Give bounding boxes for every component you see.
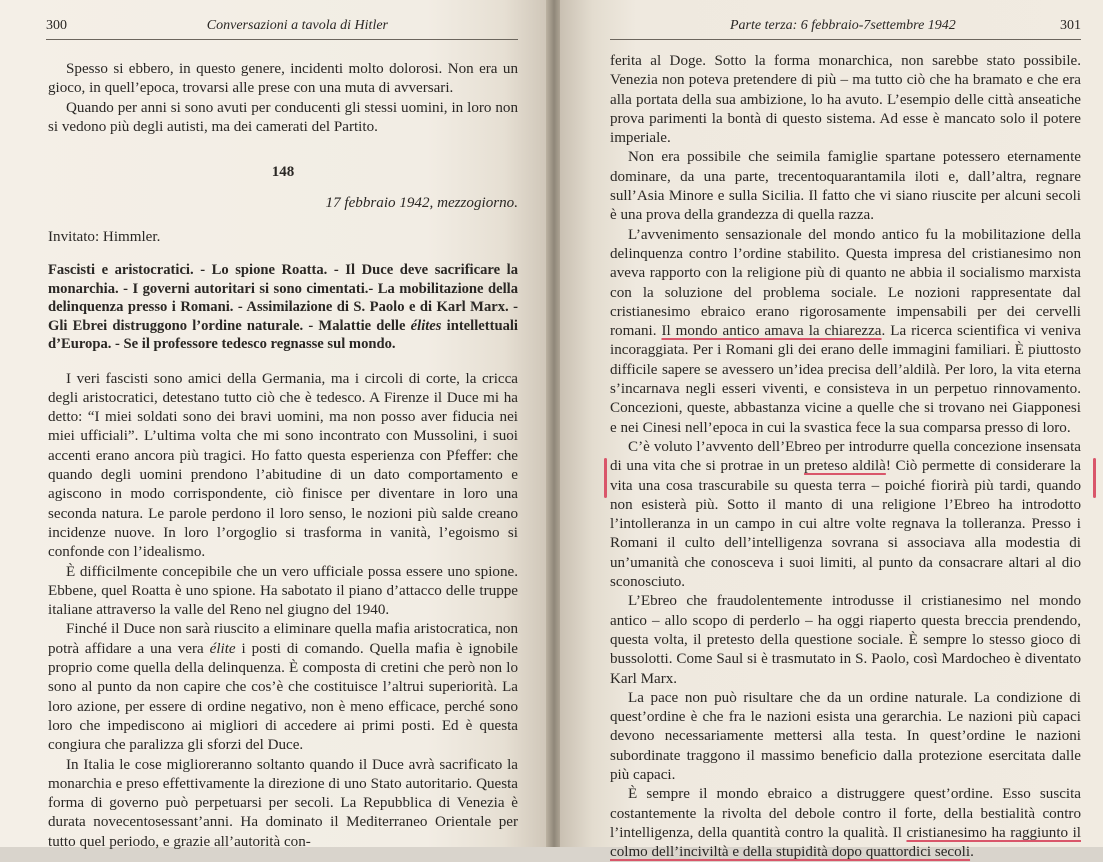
left-running-head xyxy=(46,18,518,40)
highlighted-phrase: Il mondo antico amava la chiarezza xyxy=(661,323,882,340)
paragraph: Spesso si ebbero, in questo genere, incidenti molto dolorosi. Non era un gioco, in quell’epoca, trovarsi alle prese con una muta di avversari. xyxy=(48,61,518,97)
section-number: 148 xyxy=(271,164,295,181)
page-number: 300 xyxy=(46,18,67,33)
left-body xyxy=(48,60,518,852)
text-run: . xyxy=(970,844,974,861)
text-run: Finché il Duce non sarà riuscito a eliminare quella mafia aristocratica, non potrà affidare a una vera xyxy=(48,621,518,657)
paragraph: Quando per anni si sono avuti per conducenti gli stessi uomini, in loro non si vedono più degli autisti, ma dei camerati del Partito. xyxy=(48,99,518,135)
highlighted-phrase: preteso aldilà xyxy=(804,458,886,475)
paragraph: L’Ebreo che fraudolentemente introdusse il cristianesimo nel mondo antico – allo scopo di perderlo – ha oggi riaperto questa breccia prendendo, questa volta, il pretesto della questione sociale. È sempre lo stesso gioco di bussolotti. Come Saul si è trasmutato in S. Paolo, così Mardocheo è diventato Karl Marx. xyxy=(610,593,1081,687)
italic-run: élite xyxy=(209,640,236,657)
paragraph: In Italia le cose miglioreranno soltanto quando il Duce avrà sacrificato la monarchia e preso effettivamente la direzione di uno Stato autoritario. Questa forma di governo può perpetuarsi per secoli. La Repubblica di Venezia è durata novecentosessant’anni. Ha dominato il Mediterraneo Orientale per tutto quel periodo, e grazie all’autorità con- xyxy=(48,756,518,850)
dateline: 17 febbraio 1942, mezzogiorno. xyxy=(325,195,518,212)
left-page xyxy=(0,0,548,850)
text-run: C’è voluto l’avvento dell’Ebreo per introdurre quella concezione insensata di una vita che si protrae in un xyxy=(610,438,1081,475)
invited-line: Invitato: Himmler. xyxy=(48,228,161,245)
text-run: ! Ciò permette di considerare la vita una cosa trascurabile su questa terra – poiché fiorirà più tardi, quando non esisterà più. Sotto il manto di una religione l’Ebreo ha introdotto l’intolleranza in un campo in cui altre volte regnava la tolleranza. Presso i Romani il culto dell’intelligenza sovrana si associava alla modestia di un’umanità che conosceva i suoi limiti, al punto da consacrare altari al dio sconosciuto. xyxy=(610,458,1081,591)
right-running-head xyxy=(610,18,1081,40)
text-run: i posti di comando. Quella mafia è ignobile proprio come quella della delinquenza. È composta di cretini che però non lo sono al punto da non capire che cos’è che costituisce l’altrui superiorità. La loro azione, per essere di ordine negativo, non è meno efficace, perché sono loro che impediscono ai migliori di accedere ai primi posti. Ed è questa congiura che paralizza gli sforzi del Duce. xyxy=(48,640,518,754)
running-title: Parte terza: 6 febbraio-7settembre 1942 xyxy=(730,18,956,33)
paragraph: La pace non può risultare che da un ordine naturale. La condizione di quest’ordine è che fra le nazioni esista una gerarchia. Le nazioni più capaci devono necessariamente mettersi alla testa. In quest’ordine le nazioni subordinate traggono il massimo beneficio dalla protezione esercitata dalle più capaci. xyxy=(610,689,1081,783)
highlighted-phrase: cristianesimo ha raggiunto il colmo dell’inciviltà e della stupidità dopo quattordici secoli xyxy=(610,824,1081,861)
running-title: Conversazioni a tavola di Hitler xyxy=(206,18,388,33)
paragraph xyxy=(610,785,1081,862)
right-body xyxy=(610,52,1081,862)
margin-mark-left xyxy=(604,458,607,498)
paragraph xyxy=(610,438,1081,592)
paragraph: I veri fascisti sono amici della Germania, ma i circoli di corte, la cricca degli aristocratici, detestano tutto ciò che è tedesco. A Firenze il Duce mi ha detto: “I miei soldati sono dei bravi uomini, ma non posso aver fiducia nei miei ufficiali”. L’ultima volta che mi sono incontrato con Mussolini, i suoi accenti erano ancora più tragici. Ho fatto questa esperienza con Pfeffer: che quando degli uomini prendono l’abitudine di un dato comportamento e agiscono in modo corrispondente, ciò finisce per diventare in loro una seconda natura. Le parole perdono il loro senso, le nozioni più salde creano incidenze nuove. In loro l’orgoglio si trasforma in vanità, l’egoismo si confonde con l’idealismo. xyxy=(48,370,518,561)
paragraph: ferita al Doge. Sotto la forma monarchica, non sarebbe stato possibile. Venezia non poteva pretendere di più – ma tutto ciò che ha bramato e che era alla portata della sua ambizione, lo ha avuto. L’esempio delle città anseatiche prova parimenti la bontà di questo sistema. Ad esse è mancato solo il potere imperiale. xyxy=(610,53,1081,147)
summary-text: Fascisti e aristocratici. - Lo spione Roatta. - Il Duce deve sacrificare la monarchia. - I governi autoritari si sono cimentati.- La mobilitazione della delinquenza presso i Romani. - Assimilazione di S. Paolo e di Karl Marx. - Gli Ebrei distruggono l’ordine naturale. - Malattie delle xyxy=(48,262,518,334)
text-run: . La ricerca scientifica vi veniva incoraggiata. Per i Romani gli dei erano delle immagini familiari. È piuttosto difficile sapere se avessero un’idea precisa dell’aldilà. Per loro, la vita eterna s’incarnava negli esseri viventi, e consisteva in un perpetuo rinnovamento. Concezioni, queste, abbastanza vicine a quelle che si trovano nei Giapponesi e nei Cinesi nell’epoca in cui la svastica fece la sua comparsa presso di loro. xyxy=(610,323,1081,436)
summary-text: intellettuali d’Europa. - Se il professore tedesco regnasse sul mondo. xyxy=(48,317,518,353)
summary-italic: élites xyxy=(410,317,442,334)
section-summary xyxy=(48,261,518,354)
text-run: È sempre il mondo ebraico a distruggere quest’ordine. Esso suscita costantemente la rivolta del debole contro il forte, della bestialità contro l’intelligenza, della quantità contro la qualità. Il xyxy=(610,786,1081,841)
page-number: 301 xyxy=(1060,18,1081,33)
paragraph xyxy=(48,620,518,755)
paragraph: È difficilmente concepibile che un vero ufficiale possa essere uno spione. Ebbene, quel Roatta è uno spione. Ha sabotato il piano d’attacco delle truppe italiane attraverso la valle del Reno nel giugno del 1940. xyxy=(48,563,518,619)
right-page xyxy=(560,0,1103,861)
text-run: L’avvenimento sensazionale del mondo antico fu la mobilitazione della delinquenza contro l’ordine stabilito. Questa impresa del cristianesimo non aveva rapporto con la religione più di quanto ne abbia il socialismo marxista con la soluzione del problema sociale. Le nozioni rappresentate dal cristianesimo ebraico erano rigorosamente impensabili per dei cervelli romani. xyxy=(610,226,1081,340)
paragraph: Non era possibile che seimila famiglie spartane potessero eternamente dominare, da una parte, trecentoquarantamila iloti e, dall’altra, regnare sull’Asia Minore e sulla Sicilia. Il fatto che vi siano riuscite per alcuni secoli è una prova della grandezza di quella razza. xyxy=(610,149,1081,224)
margin-mark-right xyxy=(1093,458,1096,498)
paragraph xyxy=(610,226,1081,438)
